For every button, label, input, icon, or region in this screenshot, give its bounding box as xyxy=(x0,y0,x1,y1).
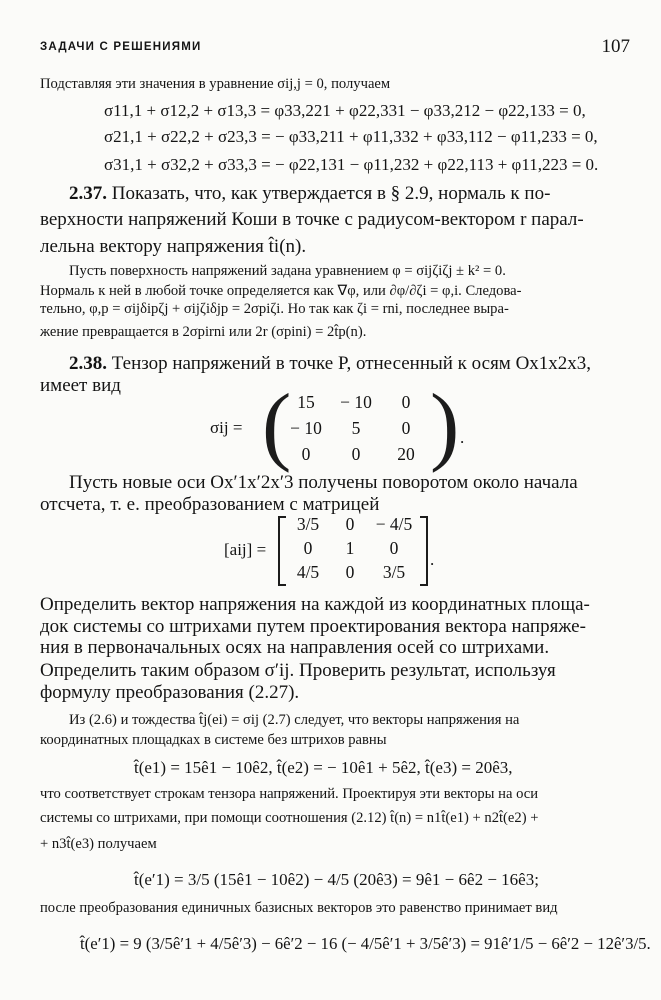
solution-238-line: после преобразования единичных базисных векторов это равенство принимает вид xyxy=(40,900,558,916)
right-bracket xyxy=(420,516,428,586)
matrix-cell: 0 xyxy=(389,538,399,558)
problem-237-line xyxy=(69,183,550,205)
problem-238-line: отсчета, т. е. преобразованием с матрицей xyxy=(40,494,380,515)
stress-vectors-equation: t̂(e1) = 15ê1 − 10ê2, t̂(e2) = − 10ê1 + 5ê2, t̂(e3) = 20ê3, xyxy=(134,758,513,777)
matrix-cell: 0 xyxy=(301,444,311,464)
matrix-cell: 1 xyxy=(345,538,355,558)
sigma-matrix xyxy=(210,377,470,474)
matrix-row xyxy=(282,562,422,584)
task-line: ния в первоначальных осях на направления осей со штрихами. xyxy=(40,637,550,658)
solution-238-line: системы со штрихами, при помощи соотношения (2.12) t̂(n) = n1t̂(e1) + n2t̂(e2) + xyxy=(40,810,539,826)
period: . xyxy=(460,428,465,447)
solution-237-line: тельно, φ,p = σijδipζj + σijζiδjp = 2σpiζi. Но так как ζi = rni, последнее выра- xyxy=(40,301,509,317)
matrix-cell: 4/5 xyxy=(296,562,320,582)
problem-238-line: Пусть новые оси Ox′1x′2x′3 получены поворотом около начала xyxy=(69,472,578,493)
lead-line: Подставляя эти значения в уравнение σij,j = 0, получаем xyxy=(40,76,391,92)
a-matrix xyxy=(224,514,444,586)
problem-number: 2.38. xyxy=(69,353,107,374)
right-paren: ) xyxy=(430,377,460,474)
problem-text: Тензор напряжений в точке P, отнесенный к осям Ox1x2x3, xyxy=(111,353,592,374)
a-label: [aij] = xyxy=(224,540,267,559)
matrix-cell: 3/5 xyxy=(296,514,320,534)
sigma-label: σij = xyxy=(210,418,243,437)
matrix-cell: 15 xyxy=(297,392,315,412)
matrix-row xyxy=(280,392,430,416)
task-line: Определить вектор напряжения на каждой из координатных площа- xyxy=(40,594,590,615)
solution-237-line: жение превращается в 2σpirni или 2r (σpini) = 2t̂p(n). xyxy=(40,324,367,340)
matrix-cell: 3/5 xyxy=(382,562,406,582)
problem-237-line: лельна вектору напряжения t̂i(n). xyxy=(40,236,307,257)
problem-237-line: верхности напряжений Коши в точке с радиусом-вектором r парал- xyxy=(40,209,584,230)
matrix-row xyxy=(282,538,422,560)
equation-row: σ11,1 + σ12,2 + σ13,3 = φ33,221 + φ22,331 − φ33,212 − φ22,133 = 0, xyxy=(104,101,586,120)
matrix-row xyxy=(282,514,422,536)
matrix-cell: 0 xyxy=(401,418,411,438)
matrix-cell: 0 xyxy=(351,444,361,464)
problem-number: 2.37. xyxy=(69,183,107,204)
problem-238-line xyxy=(69,353,591,375)
running-header xyxy=(40,36,630,60)
matrix-cell: 0 xyxy=(345,562,355,582)
solution-238-line: что соответствует строкам тензора напряжений. Проектируя эти векторы на оси xyxy=(40,786,539,802)
solution-238-line: Из (2.6) и тождества t̂j(ei) = σij (2.7) следует, что векторы напряжения на xyxy=(69,712,520,728)
matrix-cell: − 10 xyxy=(290,418,322,438)
task-line: док системы со штрихами путем проектирования вектора напряже- xyxy=(40,616,586,637)
matrix-cell: 20 xyxy=(397,444,415,464)
matrix-cell: 0 xyxy=(401,392,411,412)
matrix-cell: 5 xyxy=(351,418,361,438)
problem-238-line: имеет вид xyxy=(40,375,121,396)
page-number: 107 xyxy=(601,36,630,57)
matrix-cell: 0 xyxy=(345,514,355,534)
solution-237-line: Пусть поверхность напряжений задана уравнением φ = σijζiζj ± k² = 0. xyxy=(69,263,506,279)
solution-238-line: координатных площадках в системе без штрихов равны xyxy=(40,732,387,748)
task-line: Определить таким образом σ′ij. Проверить результат, используя xyxy=(40,660,556,681)
running-title: ЗАДАЧИ С РЕШЕНИЯМИ xyxy=(40,41,202,53)
matrix-cell: − 10 xyxy=(340,392,372,412)
matrix-row xyxy=(280,418,430,442)
task-line: формулу преобразования (2.27). xyxy=(40,682,300,703)
matrix-row xyxy=(280,444,430,468)
problem-text: Показать, что, как утверждается в § 2.9, нормаль к по- xyxy=(111,183,551,204)
equation-row: σ31,1 + σ32,2 + σ33,3 = − φ22,131 − φ11,232 + φ22,113 + φ11,223 = 0. xyxy=(104,155,599,174)
solution-238-line: + n3t̂(e3) получаем xyxy=(40,836,157,852)
primed-vector-equation: t̂(e′1) = 3/5 (15ê1 − 10ê2) − 4/5 (20ê3) = 9ê1 − 6ê2 − 16ê3; xyxy=(134,870,539,889)
matrix-cell: 0 xyxy=(303,538,313,558)
solution-237-line: Нормаль к ней в любой точке определяется как ∇φ, или ∂φ/∂ζi = φ,i. Следова- xyxy=(40,283,522,299)
period: . xyxy=(430,550,435,569)
left-paren: ( xyxy=(262,377,292,474)
equation-row: σ21,1 + σ22,2 + σ23,3 = − φ33,211 + φ11,332 + φ33,112 − φ11,233 = 0, xyxy=(104,127,598,146)
final-equation: t̂(e′1) = 9 (3/5ê′1 + 4/5ê′3) − 6ê′2 − 16 (− 4/5ê′1 + 3/5ê′3) = 91ê′1/5 − 6ê′2 − 12ê′3/5. xyxy=(80,934,651,953)
matrix-cell: − 4/5 xyxy=(375,514,413,534)
